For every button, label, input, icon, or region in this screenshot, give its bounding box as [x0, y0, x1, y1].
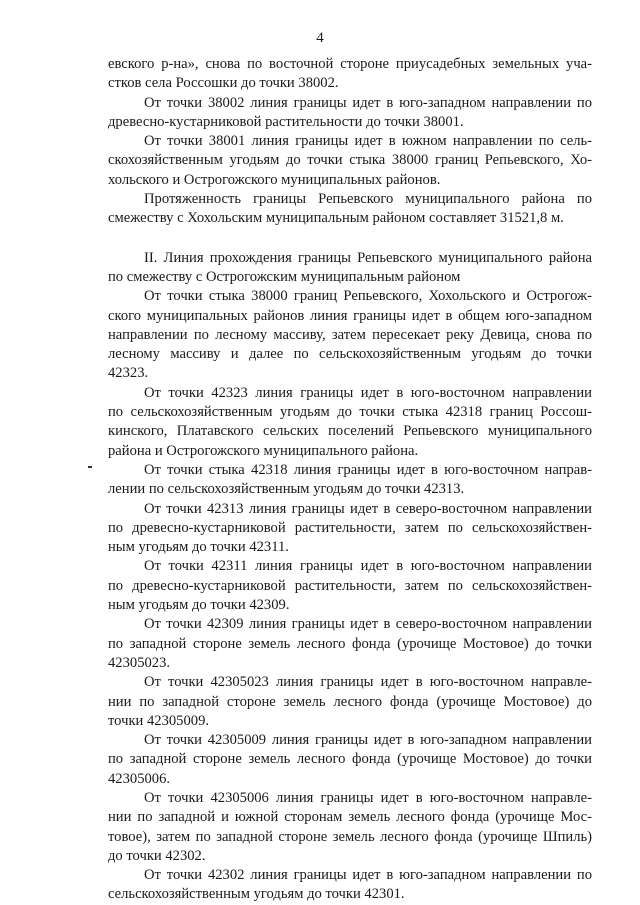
text-line: кинского, Платавского сельских поселений Репьевского муниципального: [108, 423, 592, 440]
text-line: евского р-на», снова по восточной стороне приусадебных земельных уча-: [108, 56, 592, 72]
text-line: II. Линия прохождения границы Репьевского муниципального района: [144, 249, 592, 266]
text-line: От точки 42305023 линия границы идет в юго-восточном направле-: [144, 674, 592, 691]
text-line: точки 42305009.: [108, 712, 210, 729]
text-line: От точки 42323 линия границы идет в юго-восточном направлении: [144, 384, 592, 401]
page-number: 4: [316, 30, 324, 46]
text-line: От точки 42309 линия границы идет в северо-восточном направлении: [144, 616, 592, 633]
paragraph: [108, 384, 592, 461]
paragraph: [108, 461, 592, 500]
paragraph: [108, 673, 592, 731]
paragraph: [108, 500, 592, 558]
text-line: От точки 38001 линия границы идет в южном направлении по сель-: [144, 133, 592, 150]
text-line: От точки 42302 линия границы идет в юго-западном направлении по: [144, 867, 592, 884]
paragraph: [108, 615, 592, 673]
text-line: сельскохозяйственным угодьям до точки 42301.: [108, 886, 405, 903]
text-line: От точки 38002 линия границы идет в юго-западном направлении по: [144, 94, 592, 111]
text-line: ского муниципальных районов линия границы идет в общем юго-западном: [108, 307, 592, 324]
text-line: скохозяйственным угодьям до точки стыка 38000 границ Репьевского, Хо-: [108, 152, 592, 169]
text-line: района и Острогожского муниципального района.: [108, 442, 419, 459]
text-line: От точки 42311 линия границы идет в юго-восточном направлении: [144, 558, 592, 575]
paragraph: [108, 866, 592, 905]
text-line: От точки 42305009 линия границы идет в юго-западном направлении: [144, 732, 592, 749]
text-line: От точки стыка 38000 границ Репьевского, Хохольского и Острогож-: [144, 288, 592, 305]
text-line: лении по сельскохозяйственным угодьям до точки 42313.: [108, 481, 465, 498]
margin-mark: [88, 466, 92, 468]
text-line: до точки 42302.: [108, 847, 206, 864]
text-line: ным угодьям до точки 42309.: [108, 597, 290, 614]
text-line: хольского и Острогожского муниципальных районов.: [108, 171, 441, 188]
paragraph: [108, 731, 592, 789]
text-line: От точки стыка 42318 линия границы идет в юго-восточном направ-: [144, 461, 592, 478]
text-line: по древесно-кустарниковой растительности, затем по сельскохозяйствен-: [108, 577, 592, 594]
paragraph: [108, 55, 592, 94]
text-line: Протяженность границы Репьевского муниципального района по: [144, 191, 592, 208]
text-line: направлении по лесному массиву, затем пересекает реку Девица, снова по: [108, 326, 592, 343]
text-line: по древесно-кустарниковой растительности, затем по сельскохозяйствен-: [108, 519, 592, 536]
paragraph: [108, 94, 592, 133]
text-line: 42323.: [108, 365, 149, 382]
text-line: по западной стороне земель лесного фонда (урочище Мостовое) до точки: [108, 751, 592, 768]
text-line: по смежеству с Острогожским муниципальным районом: [108, 268, 461, 285]
text-line: От точки 42305006 линия границы идет в юго-восточном направле-: [144, 789, 592, 806]
text-line: смежеству с Хохольским муниципальным районом составляет 31521,8 м.: [108, 210, 564, 227]
paragraph: [108, 789, 592, 866]
paragraph: [108, 190, 592, 229]
document-body: [108, 55, 592, 905]
text-line: по сельскохозяйственным угодьям до точки стыка 42318 границ Россош-: [108, 404, 592, 421]
section-gap: [108, 229, 592, 249]
text-line: нии по западной и южной сторонам земель лесного фонда (урочище Мос-: [108, 809, 592, 826]
text-line: лесному массиву и далее по сельскохозяйственным угодьям до точки: [108, 346, 592, 363]
paragraph: [108, 287, 592, 383]
paragraph: [108, 249, 592, 288]
text-line: по западной стороне земель лесного фонда (урочище Мостовое) до точки: [108, 635, 592, 652]
text-line: 42305006.: [108, 770, 171, 787]
text-line: 42305023.: [108, 654, 171, 671]
text-line: стков села Россошки до точки 38002.: [108, 75, 339, 92]
text-line: древесно-кустарниковой растительности до точки 38001.: [108, 113, 464, 130]
paragraph: [108, 132, 592, 190]
paragraph: [108, 557, 592, 615]
text-line: От точки 42313 линия границы идет в северо-восточном направлении: [144, 500, 592, 517]
text-line: нии по западной стороне земель лесного фонда (урочище Мостовое) до: [108, 693, 592, 710]
text-line: товое), затем по западной стороне земель лесного фонда (урочище Шпиль): [108, 828, 592, 845]
text-line: ным угодьям до точки 42311.: [108, 539, 289, 556]
